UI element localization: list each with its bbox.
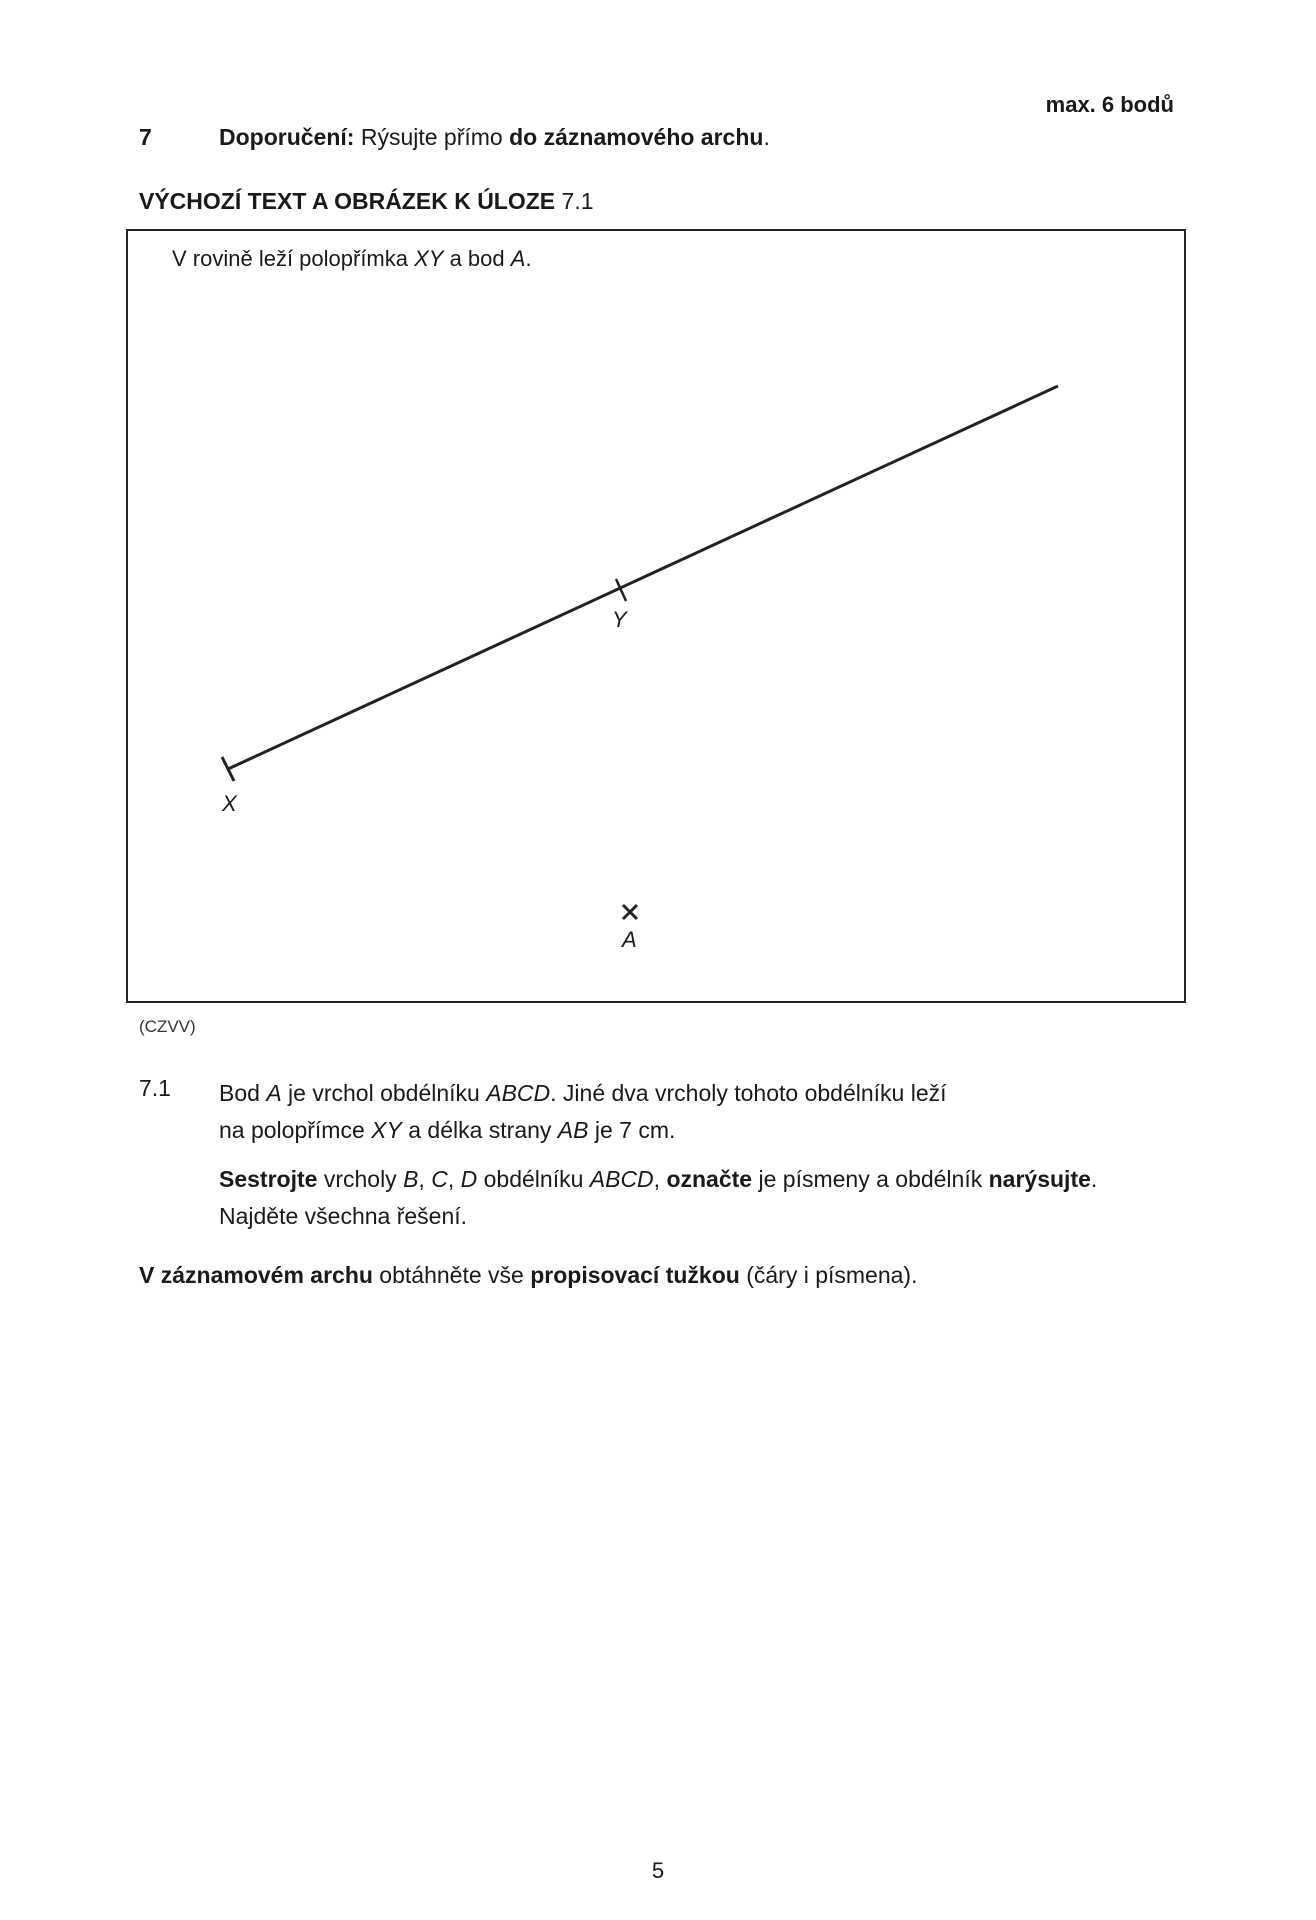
q-text: na polopřímce (219, 1117, 372, 1143)
q-text: . (1090, 1166, 1098, 1192)
figure-box (126, 229, 1186, 1003)
q-text: obdélníku (477, 1166, 590, 1192)
final-note-bold-1: V záznamovém archu (139, 1262, 373, 1288)
task-number: 7 (139, 124, 152, 150)
q-italic: AB (557, 1117, 589, 1143)
q-italic: D (460, 1166, 478, 1192)
q-text: , (418, 1166, 432, 1192)
label-a: A (622, 927, 637, 952)
recommendation-end: . (763, 124, 770, 150)
label-y: Y (612, 607, 627, 632)
final-note-text-2: (čáry i písmena). (739, 1262, 918, 1288)
figure-intro-mid: a bod (443, 246, 511, 271)
page-number: 5 (651, 1858, 665, 1883)
q-text: Najděte všechna řešení. (219, 1203, 468, 1229)
q-italic: A (266, 1080, 282, 1106)
q-italic: ABCD (589, 1166, 654, 1192)
q-text: , (653, 1166, 667, 1192)
figure-intro-ray: XY (414, 246, 444, 271)
q-italic: XY (371, 1117, 402, 1143)
q-italic: B (403, 1166, 419, 1192)
q-bold: označte (666, 1166, 753, 1192)
figure-source: (CZVV) (139, 1017, 196, 1036)
point-x-tick (222, 757, 234, 781)
q-text: je písmeny a obdélník (752, 1166, 989, 1192)
section-title-text: VÝCHOZÍ TEXT A OBRÁZEK K ÚLOZE (139, 188, 562, 214)
q-italic: ABCD (486, 1080, 551, 1106)
figure-intro-end: . (525, 246, 532, 271)
label-x: X (222, 791, 237, 816)
question-body (219, 1075, 1189, 1235)
ray-xy (228, 386, 1058, 769)
geometry-figure (128, 231, 1184, 1001)
q-text: a délka strany (401, 1117, 558, 1143)
task-header (139, 124, 770, 151)
q-text: je 7 cm. (588, 1117, 676, 1143)
figure-intro-point: A (510, 246, 526, 271)
q-text: je vrchol obdélníku (281, 1080, 487, 1106)
question-number: 7.1 (139, 1075, 171, 1101)
final-note-bold-2: propisovací tužkou (530, 1262, 740, 1288)
question-paragraph-2 (219, 1161, 1189, 1235)
recommendation-bold: do záznamového archu (509, 124, 764, 150)
q-text: vrcholy (317, 1166, 404, 1192)
q-text: , (447, 1166, 461, 1192)
recommendation-text: Rýsujte přímo (354, 124, 510, 150)
recommendation-label: Doporučení: (219, 124, 355, 150)
question-7-1 (139, 1075, 1189, 1247)
q-italic: C (431, 1166, 448, 1192)
final-note (139, 1262, 917, 1289)
q-text: Bod (219, 1080, 267, 1106)
figure-intro-pre: V rovině leží polopřímka (172, 246, 415, 271)
final-note-text-1: obtáhněte vše (372, 1262, 531, 1288)
question-paragraph-1 (219, 1075, 1189, 1149)
max-points: max. 6 bodů (1045, 92, 1174, 117)
q-bold: Sestrojte (219, 1166, 318, 1192)
section-title (139, 188, 594, 215)
q-bold: narýsujte (988, 1166, 1091, 1192)
q-text: . Jiné dva vrcholy tohoto obdélníku leží (550, 1080, 947, 1106)
section-title-number: 7.1 (561, 188, 594, 214)
